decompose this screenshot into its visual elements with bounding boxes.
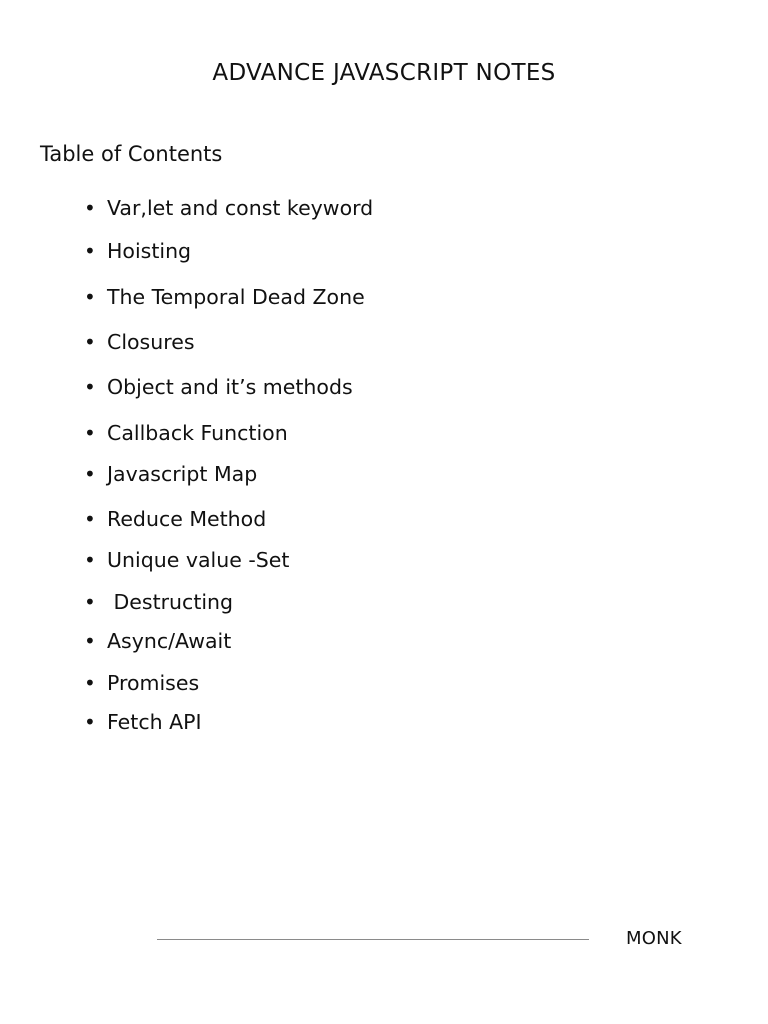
toc-item-label: Closures xyxy=(107,330,195,354)
bullet-icon: • xyxy=(84,548,96,572)
toc-item xyxy=(84,547,289,573)
document-title: ADVANCE JAVASCRIPT NOTES xyxy=(212,60,556,86)
toc-item-label: The Temporal Dead Zone xyxy=(107,285,365,309)
toc-item-label: Unique value -Set xyxy=(107,548,290,572)
bullet-icon: • xyxy=(84,196,96,220)
toc-item-label: Async/Await xyxy=(107,629,232,653)
toc-item-label: Promises xyxy=(107,671,200,695)
toc-item-label: Reduce Method xyxy=(107,507,267,531)
toc-item-label: Callback Function xyxy=(107,421,288,445)
toc-item-label: Javascript Map xyxy=(107,462,258,486)
toc-item xyxy=(84,420,288,446)
toc-item xyxy=(84,195,373,221)
toc-item xyxy=(84,238,191,264)
bullet-icon: • xyxy=(84,330,96,354)
toc-item xyxy=(84,329,195,355)
toc-item xyxy=(84,506,266,532)
toc-item-label: Var,let and const keyword xyxy=(107,196,374,220)
toc-item xyxy=(84,589,233,615)
bullet-icon: • xyxy=(84,285,96,309)
footer-author: MONK xyxy=(626,928,682,949)
bullet-icon: • xyxy=(84,671,96,695)
toc-item xyxy=(84,628,231,654)
toc-item-label: Hoisting xyxy=(107,239,192,263)
toc-item-label: Destructing xyxy=(107,590,234,614)
bullet-icon: • xyxy=(84,421,96,445)
bullet-icon: • xyxy=(84,462,96,486)
footer-divider xyxy=(157,939,589,940)
bullet-icon: • xyxy=(84,710,96,734)
toc-heading: Table of Contents xyxy=(40,142,223,166)
bullet-icon: • xyxy=(84,590,96,614)
bullet-icon: • xyxy=(84,507,96,531)
bullet-icon: • xyxy=(84,239,96,263)
bullet-icon: • xyxy=(84,375,96,399)
toc-item xyxy=(84,670,199,696)
toc-item xyxy=(84,284,365,310)
toc-item xyxy=(84,709,202,735)
toc-item xyxy=(84,461,257,487)
toc-item xyxy=(84,374,353,400)
toc-item-label: Object and it’s methods xyxy=(107,375,353,399)
toc-item-label: Fetch API xyxy=(107,710,202,734)
bullet-icon: • xyxy=(84,629,96,653)
